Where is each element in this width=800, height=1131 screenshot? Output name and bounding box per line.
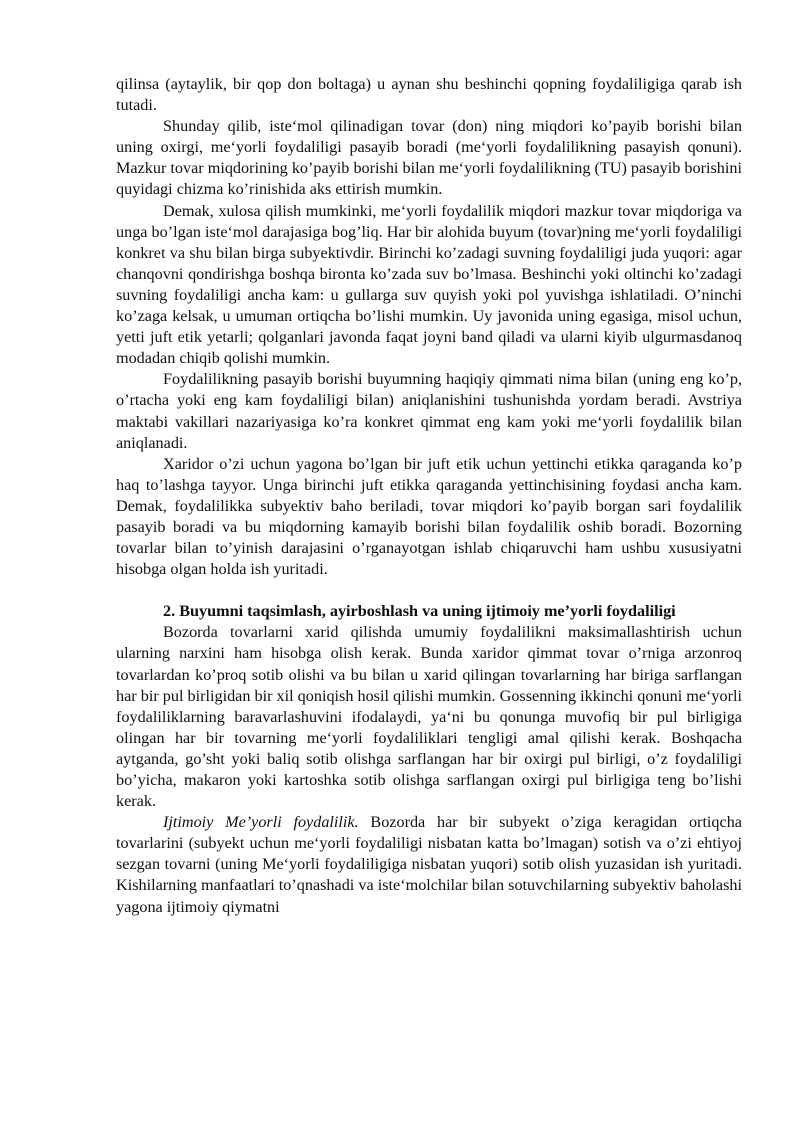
paragraph-gap — [116, 580, 742, 601]
italic-lead-term: Ijtimoiy Me’yorli foydalilik. — [163, 813, 359, 832]
paragraph-continuation: qilinsa (aytaylik, bir qop don boltaga) u aynan shu beshinchi qopning foydaliligiga qarab ish tutadi. — [116, 75, 742, 115]
section-heading: 2. Buyumni taqsimlash, ayirboshlash va uning ijtimoiy me’yorli foydaliligi — [163, 602, 676, 621]
paragraph-body: Bozorda har bir subyekt o’ziga keragidan ortiqcha tovarlarini (subyekt uchun me‘yorli foydaliligi nisbatan katta bo’lmagan) sotish va o’zi ehtiyoj sezgan tovarni (uning Me‘yorli foydaliligiga nisbatan yuqori) sotib olish yuzasidan ish yuritadi. Kishilarning manfaatlari to’qnashadi va iste‘molchilar bilan sotuvchilarning subyektiv baholashi yagona ijtimoiy qiymatni — [116, 813, 742, 916]
paragraph-diminishing-utility: Shunday qilib, iste‘mol qilinadigan tovar (don) ning miqdori ko’payib borishi bilan uning oxirgi, me‘yorli foydaliligi pasayib boradi (me‘yorli foydalilikning pasayish qonuni). Mazkur tovar miqdorining ko’payib borishi bilan me‘yorli foydalilikning (TU) pasayib borishini quyidagi chizma ko’rinishida aks ettirish mumkin. — [116, 117, 742, 199]
paragraph-buyer-example: Xaridor o’zi uchun yagona bo’lgan bir juft etik uchun yettinchi etikka qaraganda ko’p haq to’lashga tayyor. Unga birinchi juft etikka qaraganda yettinchisining foydasi ancha kam. Demak, foydalilikka subyektiv baho beriladi, tovar miqdori ko’payib borgan sari foydalilik pasayib boradi va bu miqdorning kamayib borishi bilan foydalilik oshib boradi. Bozorning tovarlar bilan to’yinish darajasini o’rganayotgan ishlab chiqaruvchi ham ushbu xususiyatni hisobga olgan holda ish yuritadi. — [116, 454, 742, 579]
document-page — [116, 74, 742, 918]
paragraph-social-marginal-utility — [116, 812, 742, 917]
paragraph-gossen-law: Bozorda tovarlarni xarid qilishda umumiy foydalilikni maksimallashtirish uchun ularning narxini ham hisobga olish kerak. Bunda xaridor qimmat tovar o’rniga arzonroq tovarlardan ko’proq sotib olishi va bu bilan u xarid qilingan tovarlarning har biriga sarflangan har bir pul birligidan bir xil qoniqish hosil qilishi mumkin. Gossenning ikkinchi qonuni me‘yorli foydaliliklarning baravarlashuvini ifodalaydi, ya‘ni bu qonunga muvofiq bir pul birligiga olingan har bir tovarning me‘yorli foydaliliklari tengligi amal qilishi kerak. Boshqacha aytganda, go’sht yoki baliq sotib olishga sarflangan har bir oxirgi pul birligi, o’z foydaliligi bo’yicha, makaron yoki kartoshka sotib olishga sarflangan oxirgi pul birligiga teng bo’lishi kerak. — [116, 623, 742, 811]
paragraph-real-value: Foydalilikning pasayib borishi buyumning haqiqiy qimmati nima bilan (uning eng ko’p, o’rtacha yoki eng kam foydaliligi bilan) aniqlanishini tushunishda yordam beradi. Avstriya maktabi vakillari nazariyasiga ko’ra konkret qimmat eng kam yoki me‘yorli foydalilik bilan aniqlanadi. — [116, 370, 742, 452]
paragraph-conclusion: Demak, xulosa qilish mumkinki, me‘yorli foydalilik miqdori mazkur tovar miqdoriga va unga bo’lgan iste‘mol darajasiga bog’liq. Har bir alohida buyum (tovar)ning me‘yorli foydaliligi konkret va shu bilan birga subyektivdir. Birinchi ko’zadagi suvning foydaliligi juda yuqori: agar chanqovni qondirishga boshqa bironta ko’zada suv bo’lmasa. Beshinchi yoki oltinchi ko’zadagi suvning foydaliligi ancha kam: u gullarga suv quyish yoki pol yuvishga ishlatiladi. O’ninchi ko’zaga kelsak, u umuman ortiqcha bo’lishi mumkin. Uy javonida uning egasiga, misol uchun, yetti juft etik yetarli; qolganlari javonda faqat joyni band qiladi va ularni kiyib ulgurmasdanoq modadan chiqib qolishi mumkin. — [116, 201, 742, 368]
